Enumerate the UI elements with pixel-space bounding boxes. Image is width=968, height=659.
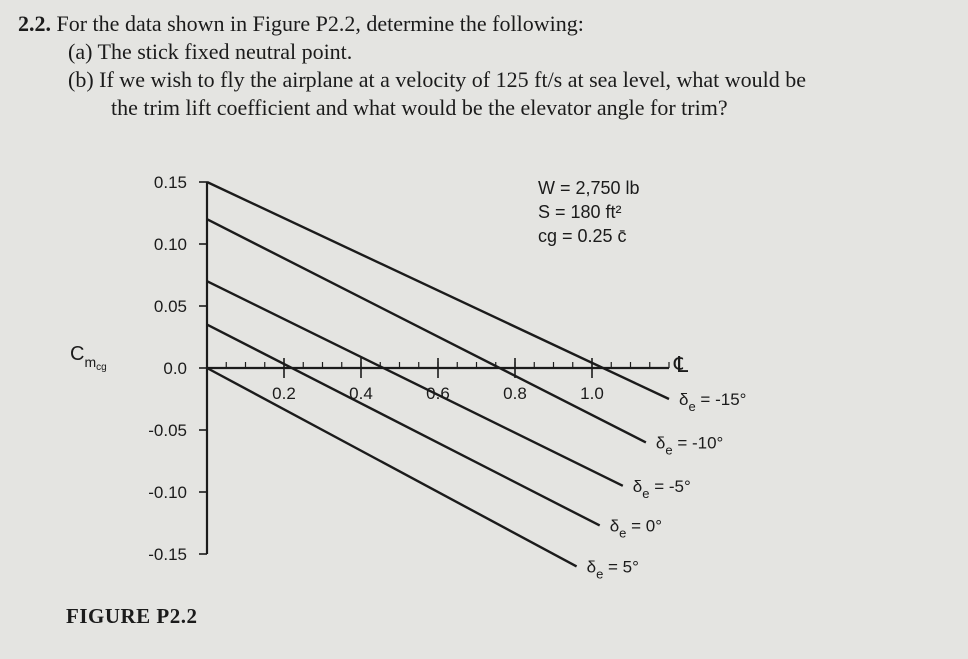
delta-subscript: e	[619, 525, 627, 541]
delta-value: = -15°	[695, 390, 747, 409]
delta-symbol: δ	[609, 516, 620, 536]
figure-caption: FIGURE P2.2	[66, 604, 198, 628]
y-tick-label: -0.15	[148, 545, 187, 564]
delta-value: = -5°	[649, 476, 691, 496]
info-wing-area: S = 180 ft²	[538, 202, 622, 222]
y-tick-label: 0.10	[153, 235, 187, 254]
delta-subscript: e	[596, 566, 604, 582]
part-a-label: (a)	[68, 39, 93, 64]
chart-labels	[587, 390, 747, 581]
delta-value: = 5°	[603, 557, 639, 577]
delta-symbol: δ	[632, 476, 643, 496]
delta-subscript: e	[665, 442, 673, 458]
y-tick-label: -0.05	[148, 421, 187, 440]
problem-number: 2.2.	[18, 11, 51, 36]
y-tick-label: 0.0	[163, 359, 187, 378]
delta-symbol: δ	[655, 433, 666, 453]
info-cg: cg = 0.25 c̄	[538, 226, 627, 246]
y-axis-label-main: C	[70, 343, 85, 365]
delta-subscript: e	[688, 399, 696, 414]
delta-value: = -10°	[672, 433, 724, 453]
delta-subscript: e	[642, 485, 650, 501]
part-b-text-2: the trim lift coefficient and what would be the elevator angle for trim?	[111, 95, 728, 120]
delta-symbol: δ	[586, 557, 597, 577]
y-tick-label: 0.05	[153, 297, 187, 316]
y-axis-label-subsub: cg	[96, 362, 107, 373]
elevator-line-1	[207, 219, 646, 442]
part-a-text: The stick fixed neutral point.	[97, 39, 353, 64]
problem-statement: For the data shown in Figure P2.2, determine the following:	[56, 11, 584, 36]
elevator-label-2	[633, 477, 691, 501]
x-tick-label: 0.2	[272, 384, 296, 403]
delta-symbol: δ	[679, 390, 689, 409]
x-tick-label: 0.4	[349, 384, 373, 403]
y-axis-label	[70, 343, 107, 373]
x-tick-label: 0.6	[426, 384, 450, 403]
delta-value: = 0°	[626, 516, 663, 536]
x-tick-label: 1.0	[580, 384, 604, 403]
elevator-label-1	[656, 433, 723, 457]
elevator-line-3	[207, 325, 600, 526]
y-tick-label: -0.10	[148, 483, 187, 502]
elevator-label-0	[679, 390, 746, 414]
info-weight: W = 2,750 lb	[538, 178, 640, 198]
elevator-label-3	[610, 516, 662, 540]
part-b-text-1: If we wish to fly the airplane at a velocity of 125 ft/s at sea level, what would be	[99, 67, 806, 92]
part-b-label: (b)	[68, 67, 94, 92]
elevator-line-2	[207, 281, 623, 486]
y-tick-label: 0.15	[153, 173, 187, 192]
x-tick-label: 0.8	[503, 384, 527, 403]
y-axis-label-sub: m	[84, 354, 97, 370]
elevator-label-4	[587, 557, 639, 581]
centerline-symbol: ℄	[674, 353, 689, 378]
